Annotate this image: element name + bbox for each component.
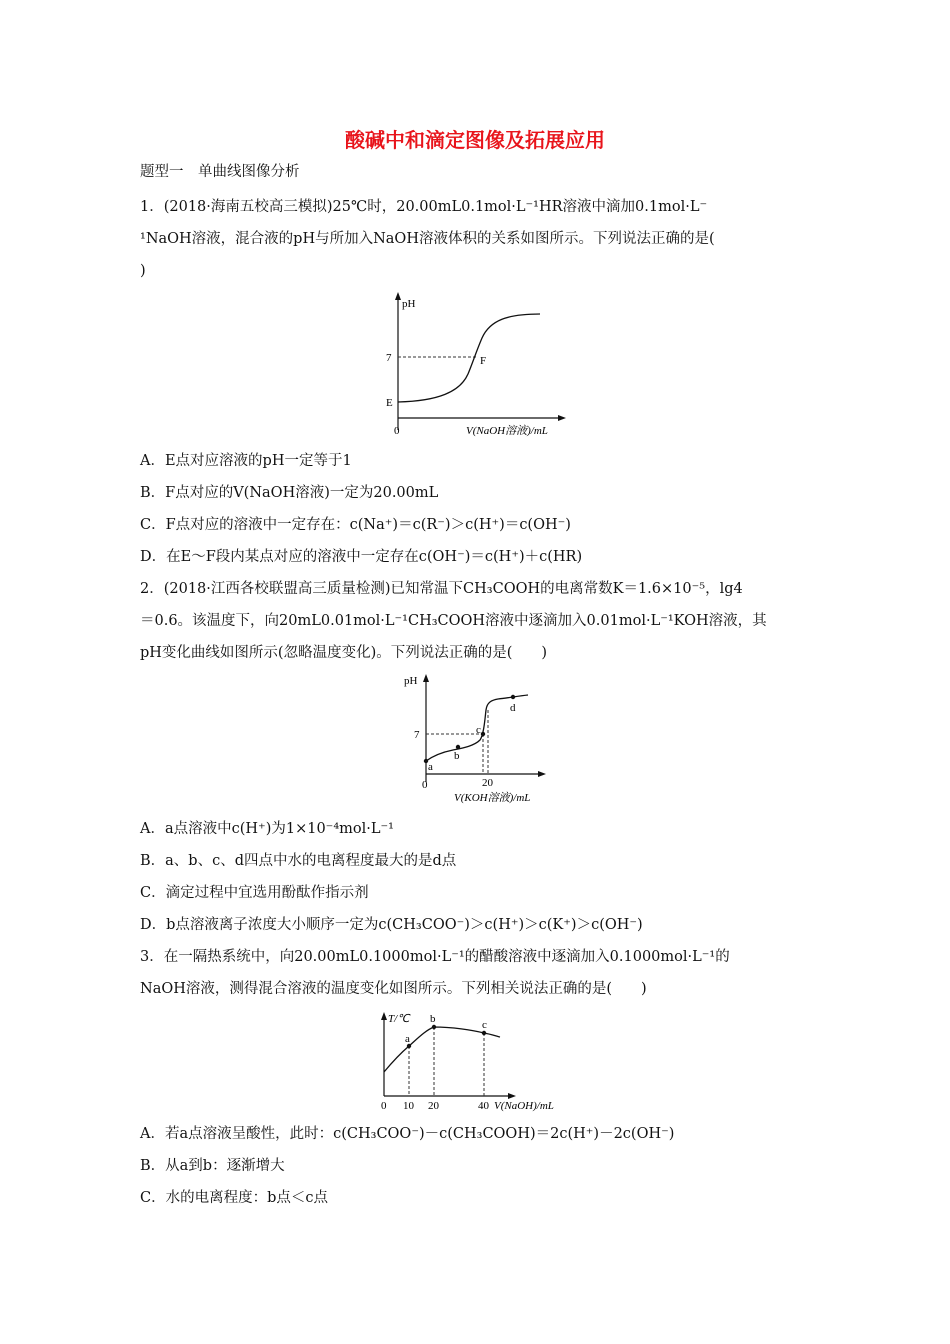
q3-stem-line-1: 3．在一隔热系统中，向20.00mL0.1000mol·L⁻¹的醋酸溶液中逐滴加入0.1000mol·L⁻¹的 (140, 949, 730, 965)
q3-origin: 0 (381, 1100, 387, 1112)
q1-option-c[interactable]: C．F点对应的溶液中一定存在：c(Na⁺)＝c(R⁻)＞c(H⁺)＝c(OH⁻) (140, 517, 571, 533)
q2-point-d-dot (511, 695, 515, 699)
q3-x-label: V(NaOH)/mL (494, 1100, 554, 1112)
q2-stem-line-2: ＝0.6。该温度下，向20mL0.01mol·L⁻¹CH₃COOH溶液中逐滴加入0.01mol·L⁻¹KOH溶液，其 (140, 613, 767, 629)
q2-point-d-label: d (510, 702, 516, 714)
q1-titration-curve (398, 314, 540, 402)
q2-y-label: pH (404, 675, 418, 687)
q3-tick-20: 20 (428, 1100, 439, 1112)
q2-point-b-dot (456, 745, 460, 749)
q2-tick-20: 20 (482, 777, 493, 789)
q3-point-a-label: a (405, 1033, 410, 1045)
q3-point-c-dot (482, 1031, 486, 1035)
q2-point-c-dot (481, 732, 485, 736)
q2-point-b-label: b (454, 750, 460, 762)
q3-point-c-label: c (482, 1019, 487, 1031)
q2-ph-curve-figure (398, 670, 558, 810)
q1-y-label: pH (402, 298, 416, 310)
q1-option-b[interactable]: B．F点对应的V(NaOH溶液)一定为20.00mL (140, 485, 439, 501)
q1-tick-7: 7 (386, 352, 392, 364)
q2-tick-7: 7 (414, 729, 420, 741)
q1-point-f-label: F (480, 355, 487, 367)
q1-origin: 0 (394, 425, 400, 437)
q3-option-c[interactable]: C．水的电离程度：b点＜c点 (140, 1190, 328, 1206)
q1-point-e-label: E (386, 397, 393, 409)
q3-x-axis-arrow (508, 1093, 516, 1099)
q2-stem-line-1: 2．(2018·江西各校联盟高三质量检测)已知常温下CH₃COOH的电离常数K＝1.6×10⁻⁵，lg4 (140, 581, 743, 597)
q1-x-axis-arrow (558, 415, 566, 421)
q2-stem-line-3: pH变化曲线如图所示(忽略温度变化)。下列说法正确的是( ) (140, 645, 548, 661)
section-heading: 题型一 单曲线图像分析 (140, 164, 300, 180)
q2-origin: 0 (422, 779, 428, 791)
q1-stem-line-2: ¹NaOH溶液，混合液的pH与所加入NaOH溶液体积的关系如图所示。下列说法正确的是( (140, 231, 715, 247)
q1-option-d[interactable]: D．在E～F段内某点对应的溶液中一定存在c(OH⁻)＝c(H⁺)＋c(HR) (140, 549, 583, 565)
q3-y-axis-arrow (381, 1012, 387, 1020)
q2-option-c[interactable]: C．滴定过程中宜选用酚酞作指示剂 (140, 885, 369, 901)
q3-stem-line-2: NaOH溶液，测得混合溶液的温度变化如图所示。下列相关说法正确的是( ) (140, 981, 647, 997)
q1-ph-curve-figure (378, 288, 568, 440)
q2-x-label: V(KOH溶液)/mL (454, 792, 531, 804)
q1-stem-line-1: 1．(2018·海南五校高三模拟)25℃时，20.00mL0.1mol·L⁻¹HR溶液中滴加0.1mol·L⁻ (140, 199, 708, 215)
q2-point-c-label: c (476, 724, 481, 736)
q2-point-a-label: a (428, 761, 433, 773)
q1-option-a[interactable]: A．E点对应溶液的pH一定等于1 (140, 453, 352, 469)
q3-tick-40: 40 (478, 1100, 489, 1112)
q2-x-axis-arrow (538, 771, 546, 777)
q3-option-b[interactable]: B．从a到b：逐渐增大 (140, 1158, 285, 1174)
q3-y-label: T/℃ (388, 1013, 410, 1025)
q3-option-a[interactable]: A．若a点溶液呈酸性，此时：c(CH₃COO⁻)－c(CH₃COOH)＝2c(H⁺)－2c(OH⁻) (140, 1126, 675, 1142)
q2-option-b[interactable]: B．a、b、c、d四点中水的电离程度最大的是d点 (140, 853, 457, 869)
q3-temperature-curve-figure (372, 1008, 572, 1116)
q3-point-b-label: b (430, 1013, 436, 1025)
q2-option-a[interactable]: A．a点溶液中c(H⁺)为1×10⁻⁴mol·L⁻¹ (140, 821, 394, 837)
q3-point-b-dot (432, 1025, 436, 1029)
page-title: 酸碱中和滴定图像及拓展应用 (345, 128, 605, 152)
q2-y-axis-arrow (423, 674, 429, 682)
q3-tick-10: 10 (403, 1100, 414, 1112)
q1-stem-line-3: ) (140, 263, 146, 279)
q2-option-d[interactable]: D．b点溶液离子浓度大小顺序一定为c(CH₃COO⁻)＞c(H⁺)＞c(K⁺)＞c(OH⁻) (140, 917, 643, 933)
q1-y-axis-arrow (395, 292, 401, 300)
q1-x-label: V(NaOH溶液)/mL (466, 425, 548, 437)
